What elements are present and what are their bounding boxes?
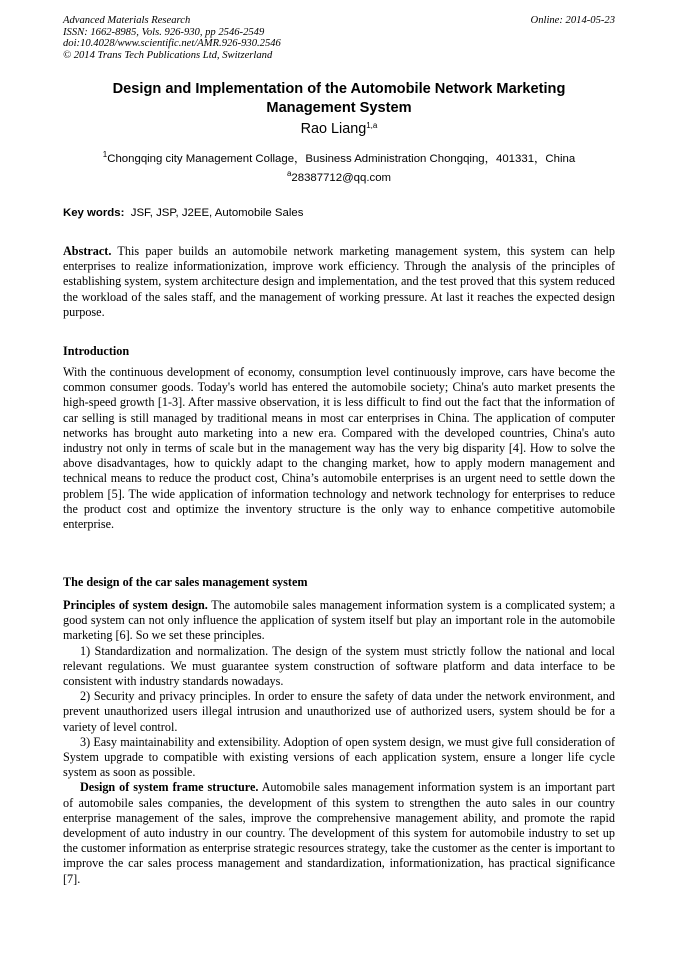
copyright: © 2014 Trans Tech Publications Ltd, Switzerland	[63, 49, 273, 61]
paper-title	[63, 80, 615, 118]
email-superscript: a	[286, 169, 292, 178]
abstract	[63, 244, 615, 320]
doi: doi:10.4028/www.scientific.net/AMR.926-930.2546	[63, 38, 281, 50]
principles-paragraph	[63, 598, 615, 644]
principle-item-1: 1) Standardization and normalization. The design of the system must strictly follow the national and local relevant regulations. We must guarantee system construction of software platform and data interface to be consistent with industry standards nowadays.	[63, 643, 615, 689]
principle-item-3: 3) Easy maintainability and extensibility. Adoption of open system design, we must give full consideration of System upgrade to compatible with existing versions of each application system, ensure a longer life cycle system as soon as possible.	[63, 734, 615, 780]
affiliation: Chongqing city Management Collage，Business Administration Chongqing，401331，China	[107, 153, 576, 165]
title-line-1: Design and Implementation of the Automobile Network Marketing	[112, 81, 566, 97]
principles-text: The automobile sales management information system is a complicated system; a good system can not only influence the application of system itself but play an important role in the automobile marketing [6]. So we set these principles.	[63, 598, 615, 643]
frame-paragraph	[63, 780, 615, 886]
keywords: JSF, JSP, J2EE, Automobile Sales	[130, 207, 304, 219]
abstract-text: This paper builds an automobile network marketing management system, this system can help enterprises to realize informationization, improve work efficiency. Through the analysis of the principles of establishing system, system architecture design and implementation, and the test proved that this system reduced the workload of the sales staff, and the management of working pressure. At last it reaches the expected design purpose.	[63, 244, 615, 319]
issn: ISSN: 1662-8985, Vols. 926-930, pp 2546-2549	[63, 26, 265, 38]
frame-lead: Design of system frame structure.	[80, 780, 259, 795]
journal-header	[63, 15, 615, 61]
design-heading: The design of the car sales management system	[63, 575, 308, 589]
abstract-label: Abstract.	[63, 244, 112, 258]
email-line	[63, 169, 615, 184]
principle-item-2: 2) Security and privacy principles. In order to ensure the safety of data under the network environment, and prevent unauthorized users illegal intrusion and unauthorized use of authorized users, system should be for a variety of level control.	[63, 689, 615, 734]
affiliation-line	[63, 150, 615, 166]
author-email: 28387712@qq.com	[291, 172, 392, 184]
author-name: Rao Liang	[300, 121, 367, 137]
keywords-line	[63, 207, 615, 219]
design-section	[63, 598, 615, 887]
keywords-label: Key words:	[63, 207, 125, 219]
journal-name: Advanced Materials Research	[63, 15, 191, 26]
frame-text: Automobile sales management information system is an important part of automobile sales companies, the development of this system to strengthen the auto sales in our country enterprise management of the sales, improve the comprehensive management ability, and promote the rapid development of auto industry in our country. The development of this system for automobile industry to set up the customer information as enterprise strategic resources strategy, take the customer as the center is important to improve the car sales process management and standardization, informationization, has practical significance [7].	[63, 780, 615, 886]
online-date: Online: 2014-05-23	[530, 15, 615, 26]
title-line-2: Management System	[266, 100, 412, 116]
affiliation-superscript: 1	[102, 150, 108, 159]
author-superscript: 1,a	[366, 121, 378, 130]
introduction-text: With the continuous development of economy, consumption level continuously improve, cars have become the common consumer goods. Today's world has entered the automobile society; China's auto market presents the high-speed growth [1-3]. After massive observation, it is less difficult to find out the fact that the information of car selling is still managed by traditional means in most car enterprises in China. The application of computer networks has brought auto marketing into a new era. Compared with the developed countries, China's auto industry not only in terms of scale but in the management way has the very big disparity [4]. How to solve the above disadvantages, how to quickly adapt to the changing market, how to apply modern management and technical means to reduce the product cost, China’s automobile enterprises is an urgent need to settle down the problem [5]. The wide application of information technology and network technology for enterprises to reduce the product cost and optimize the inventory structure is the only way to enhance competitive automobile enterprise.	[63, 365, 615, 532]
principles-lead: Principles of system design.	[63, 598, 208, 612]
author-line	[63, 121, 615, 137]
introduction-heading: Introduction	[63, 344, 130, 358]
